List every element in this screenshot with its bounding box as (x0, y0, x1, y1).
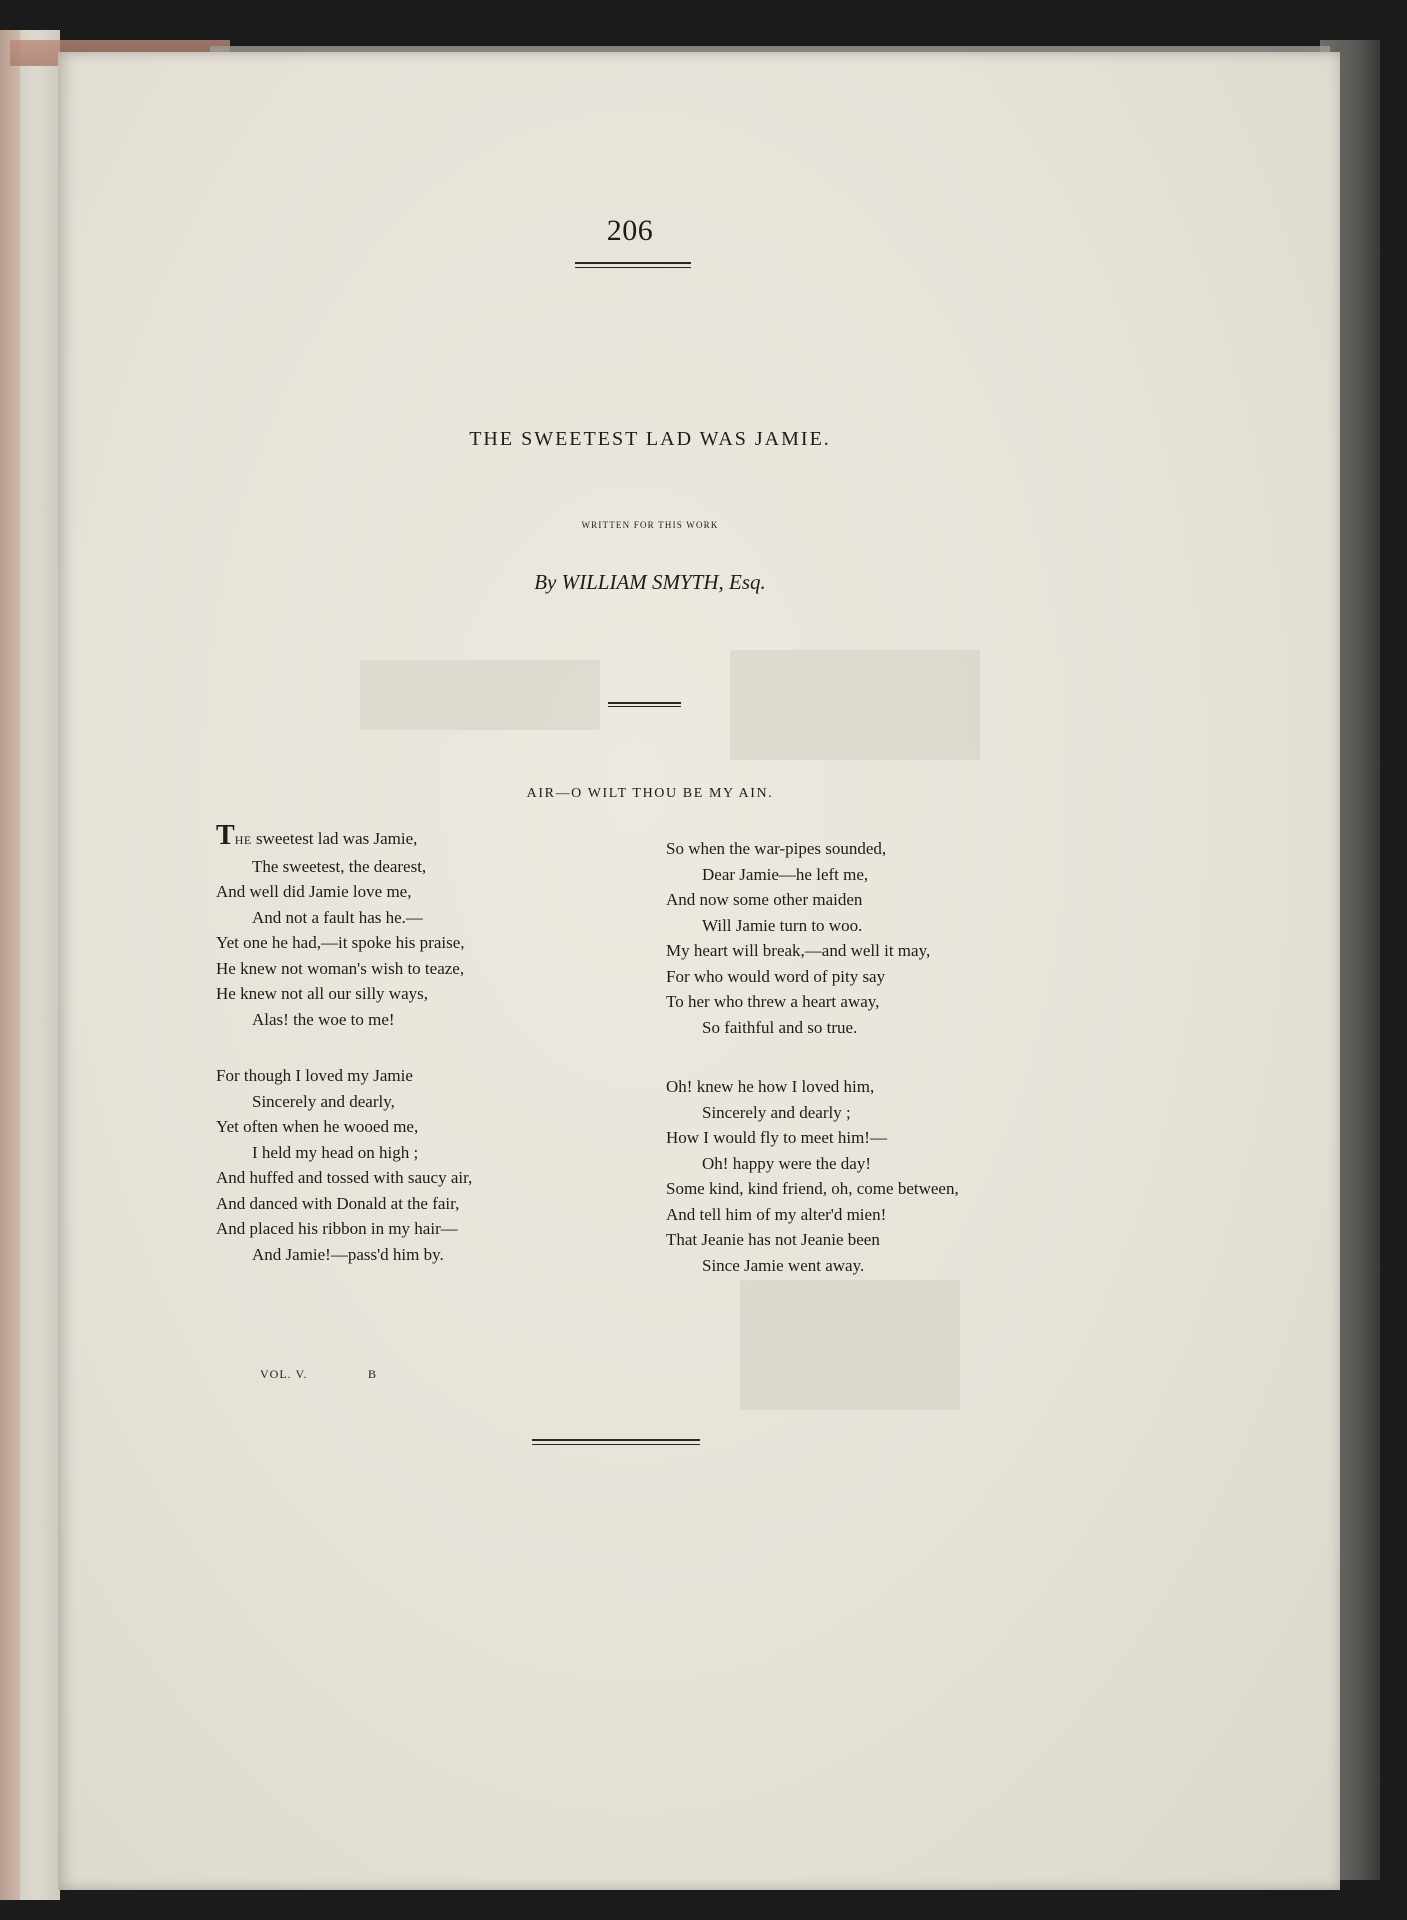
bottom-rule (532, 1439, 700, 1441)
poem-line: Will Jamie turn to woo. (702, 915, 863, 935)
air-note: AIR—O WILT THOU BE MY AIN. (526, 786, 774, 801)
page-number-rule-thin (575, 267, 691, 268)
poem-line: To her who threw a heart away, (666, 992, 880, 1011)
poem-line: For though I loved my Jamie (216, 1066, 413, 1085)
poem-line: Oh! happy were the day! (702, 1153, 871, 1173)
spine-tint (0, 30, 20, 1900)
poem-line: Oh! knew he how I loved him, (666, 1077, 875, 1096)
section-rule-thin (608, 706, 681, 707)
poem-line: And well did Jamie love me, (216, 882, 412, 901)
poem-author: By WILLIAM SMYTH, Esq. (534, 570, 766, 594)
poem-line (216, 820, 465, 854)
show-through-block (360, 660, 600, 730)
poem-line: I held my head on high ; (252, 1142, 419, 1162)
page-number: 206 (606, 214, 654, 247)
poem-line: And tell him of my alter'd mien! (666, 1204, 887, 1224)
section-rule (608, 702, 681, 704)
poem-line: Yet one he had,—it spoke his praise, (216, 933, 465, 952)
stanza-4 (666, 1074, 959, 1278)
poem-line: Yet often when he wooed me, (216, 1117, 419, 1136)
poem-title: THE SWEETEST LAD WAS JAMIE. (469, 428, 831, 450)
page-number-rule (575, 262, 691, 264)
poem-line: Sincerely and dearly ; (702, 1102, 851, 1122)
poem-line: And now some other maiden (666, 890, 863, 909)
poem-line: Some kind, kind friend, oh, come between, (666, 1179, 959, 1198)
first-line-text: sweetest lad was Jamie, (251, 829, 418, 848)
show-through-block (740, 1280, 960, 1410)
signature-volume: VOL. V. (260, 1367, 308, 1381)
stanza-2 (216, 1063, 472, 1267)
stanza-3 (666, 836, 930, 1040)
poem-line: That Jeanie has not Jeanie been (666, 1230, 880, 1249)
poem-line: And not a fault has he.— (252, 907, 423, 927)
poem-line: And danced with Donald at the fair, (216, 1193, 460, 1213)
poem-subtitle: WRITTEN FOR THIS WORK (581, 520, 719, 530)
poem-line: And Jamie!—pass'd him by. (252, 1244, 444, 1264)
poem-line: How I would fly to meet him!— (666, 1128, 887, 1147)
poem-line: Dear Jamie—he left me, (702, 864, 869, 884)
poem-line: Sincerely and dearly, (252, 1091, 395, 1111)
drop-cap: T (216, 820, 235, 851)
poem-line: Since Jamie went away. (702, 1255, 865, 1275)
poem-line: My heart will break,—and well it may, (666, 941, 931, 960)
stanza-1 (216, 820, 465, 1032)
poem-line: So when the war-pipes sounded, (666, 839, 887, 858)
bottom-rule-thin (532, 1444, 700, 1445)
show-through-block (730, 650, 980, 760)
poem-line: And placed his ribbon in my hair— (216, 1219, 458, 1238)
small-caps: HE (234, 833, 252, 847)
signature-mark: B (368, 1367, 377, 1381)
poem-line: And huffed and tossed with saucy air, (216, 1168, 473, 1187)
poem-line: For who would word of pity say (666, 966, 886, 986)
poem-line: He knew not woman's wish to teaze, (216, 958, 465, 978)
poem-line: He knew not all our silly ways, (216, 984, 428, 1003)
poem-line: So faithful and so true. (702, 1017, 858, 1037)
poem-line: Alas! the woe to me! (252, 1009, 395, 1029)
poem-line: The sweetest, the dearest, (252, 856, 427, 876)
